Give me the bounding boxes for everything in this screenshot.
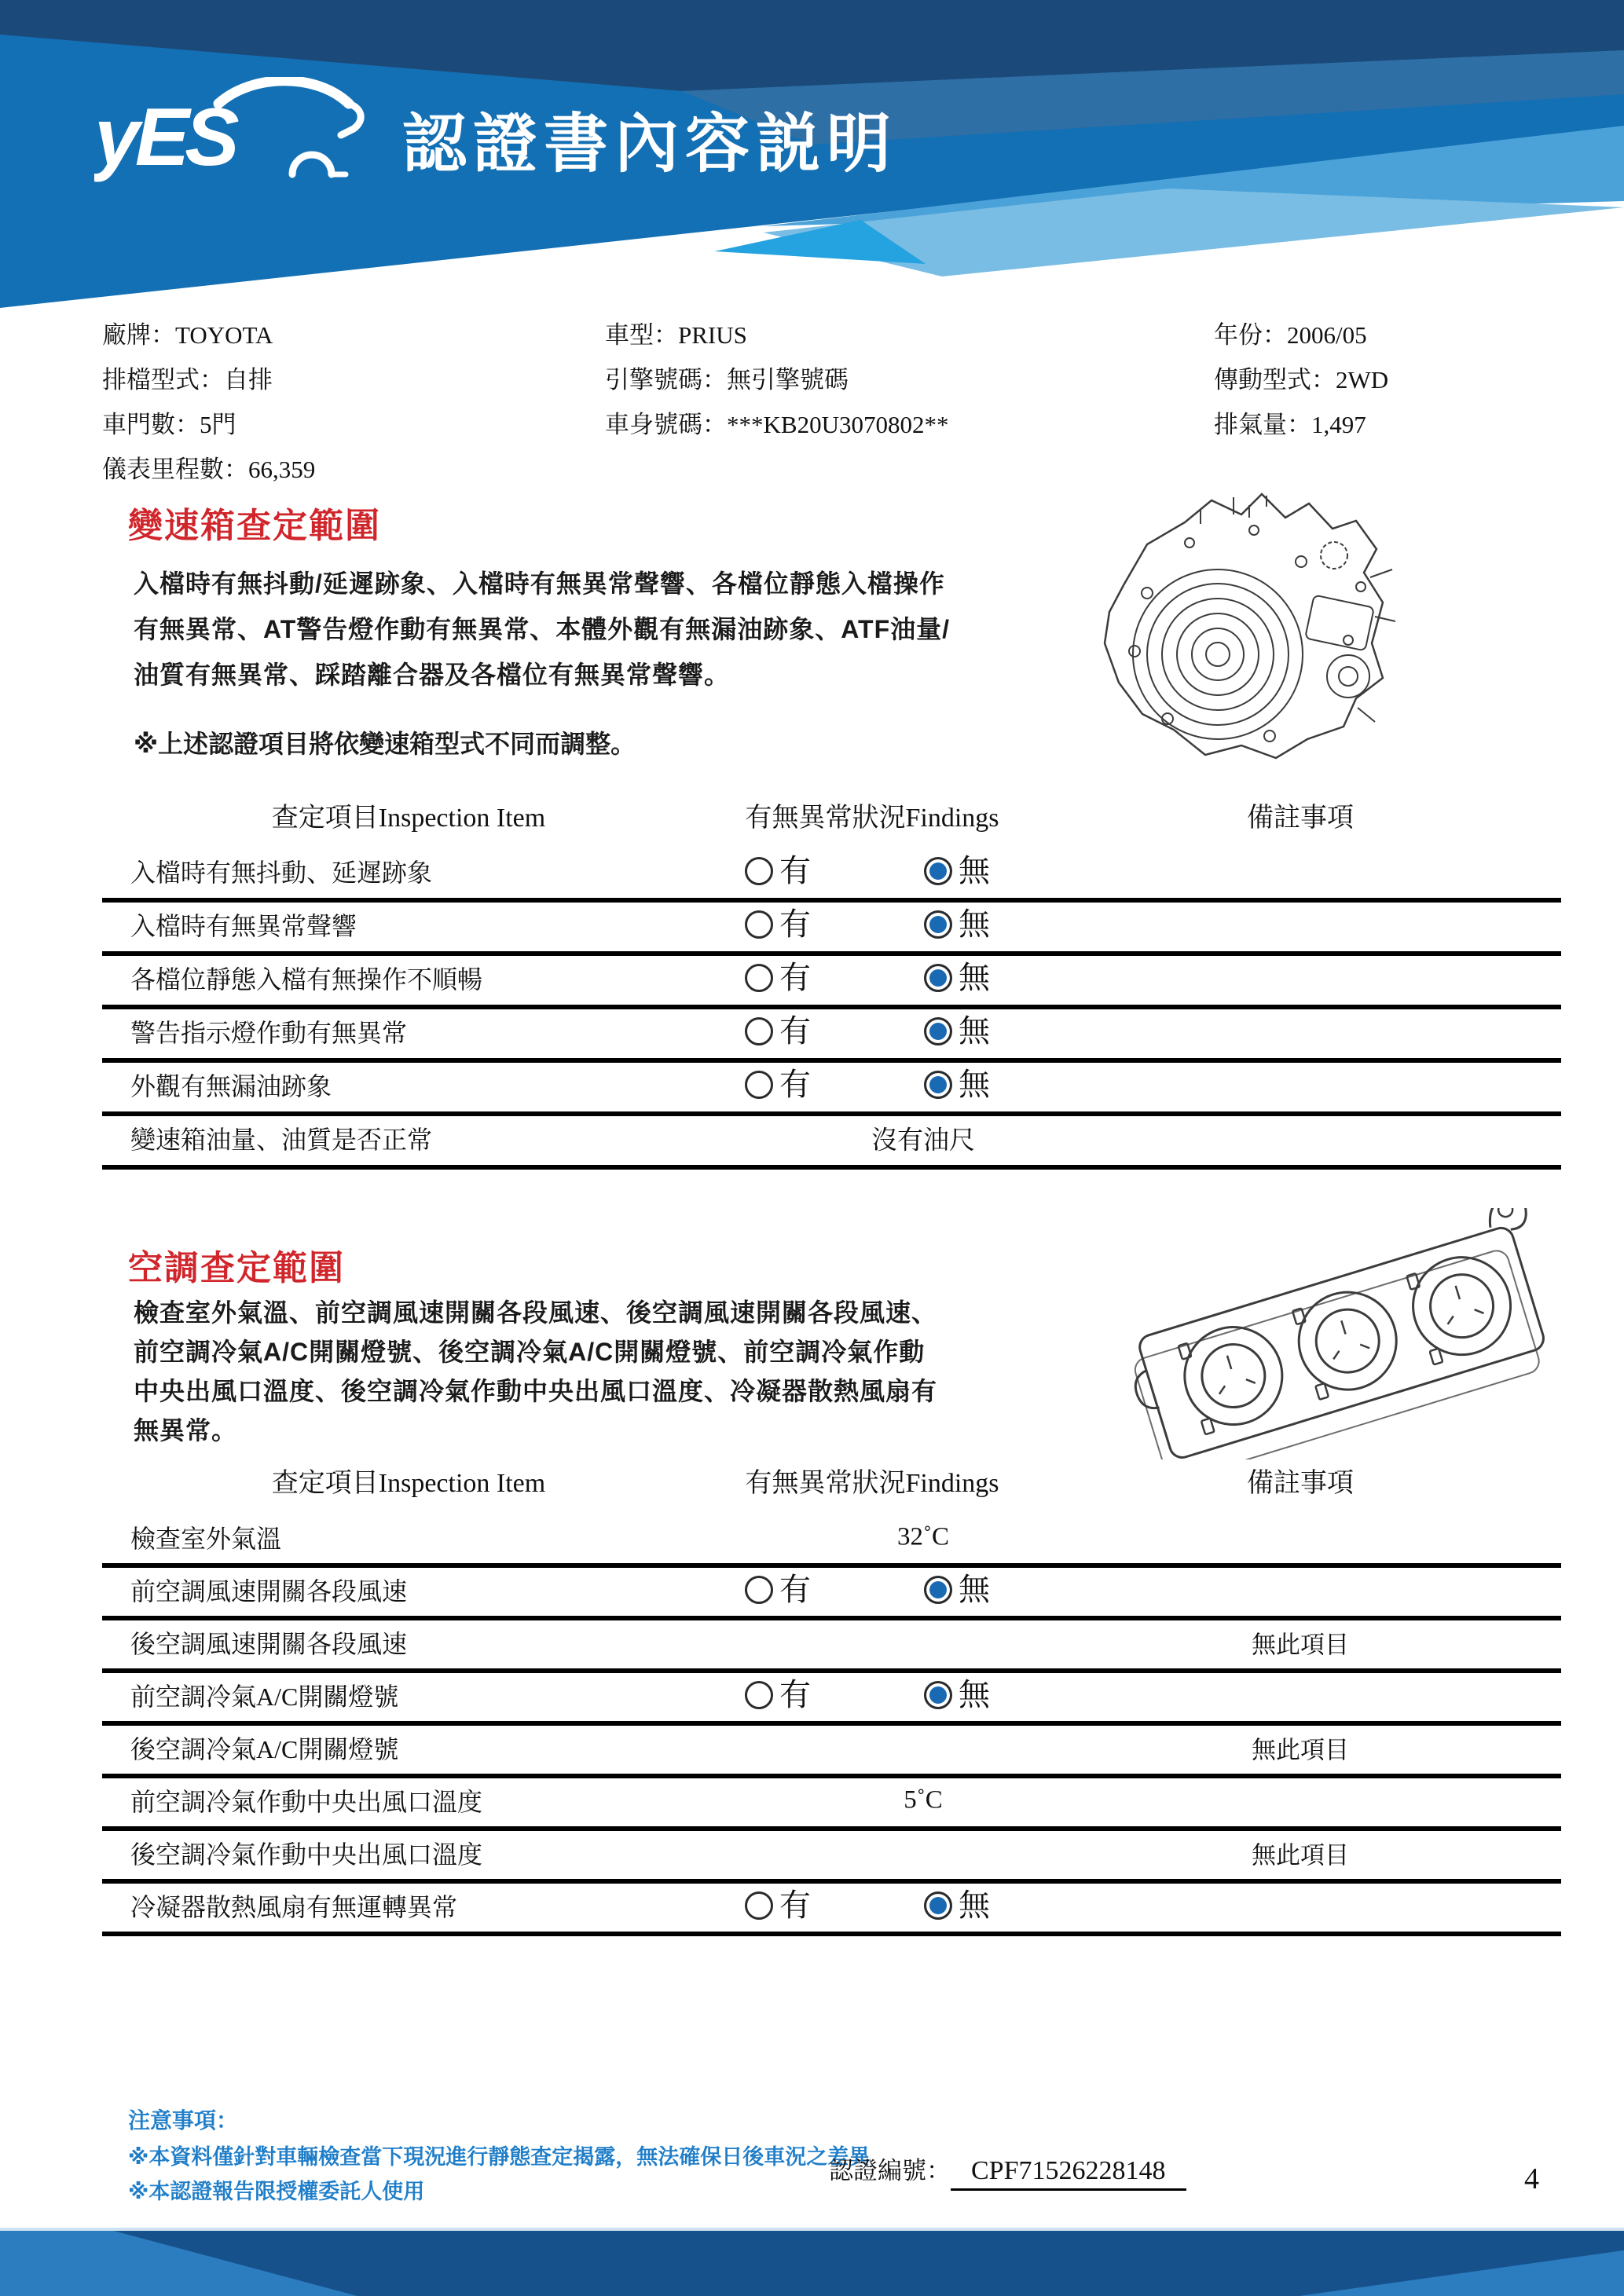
yes-car-logo-icon xyxy=(94,77,393,195)
radio-no-circle-icon[interactable] xyxy=(924,1071,952,1099)
radio-option-yes[interactable] xyxy=(745,906,811,942)
vehicle-vin: 車身號碼：***KB20U3070802** xyxy=(605,411,949,438)
table-row xyxy=(102,951,1561,1009)
radio-option-no[interactable] xyxy=(924,906,990,942)
radio-option-yes[interactable] xyxy=(745,855,811,887)
vehicle-drivetrain: 傳動型式：2WD xyxy=(1214,366,1389,394)
radio-yes-label: 有 xyxy=(779,906,811,942)
radio-no-label: 無 xyxy=(959,906,990,942)
table-row xyxy=(102,1826,1561,1884)
page-number: 4 xyxy=(1524,2162,1539,2195)
radio-option-yes[interactable] xyxy=(745,1013,811,1049)
vehicle-info-col1 xyxy=(102,313,315,492)
vehicle-engine-no: 引擎號碼：無引擎號碼 xyxy=(605,366,849,394)
page-title: 認證書內容説明 xyxy=(402,108,898,180)
vehicle-displacement: 排氣量：1,497 xyxy=(1214,411,1366,438)
table-row xyxy=(102,1879,1561,1936)
radio-no-circle-icon[interactable] xyxy=(924,1576,952,1604)
radio-no-circle-icon[interactable] xyxy=(924,1017,952,1045)
certificate-number-label: 認證編號： xyxy=(829,2157,951,2184)
column-header-findings: 有無異常狀況Findings xyxy=(745,1469,999,1498)
vehicle-info-col2 xyxy=(605,313,948,447)
ac-section-description xyxy=(134,1293,937,1450)
vehicle-doors: 車門數：5門 xyxy=(102,411,236,438)
transmission-table-header xyxy=(102,782,1561,844)
radio-option-yes[interactable] xyxy=(745,962,811,994)
transmission-section-description xyxy=(134,561,950,698)
radio-yes-circle-icon[interactable] xyxy=(745,1071,773,1099)
radio-no-label: 無 xyxy=(959,1067,990,1102)
radio-option-yes[interactable] xyxy=(745,1571,811,1607)
radio-yes-circle-icon[interactable] xyxy=(745,1891,773,1920)
radio-no-label: 無 xyxy=(959,1571,990,1607)
inspection-item-label: 後空調冷氣作動中央出風口溫度 xyxy=(130,1840,483,1869)
finding-value: 32˚C xyxy=(897,1522,949,1551)
ac-panel-illustration xyxy=(1108,1208,1587,1459)
inspection-item-label: 各檔位靜態入檔有無操作不順暢 xyxy=(130,965,483,994)
description-line: 有無異常、AT警告燈作動有無異常、本體外觀有無漏油跡象、ATF油量/ xyxy=(134,615,951,643)
radio-no-label: 無 xyxy=(959,1676,990,1712)
description-line: 油質有無異常、踩踏離合器及各檔位有無異常聲響。 xyxy=(134,661,731,689)
notice-line: ※本資料僅針對車輛檢查當下現況進行靜態查定揭露，無法確保日後車況之差異 xyxy=(128,2145,871,2169)
table-row xyxy=(102,1774,1561,1831)
radio-option-no[interactable] xyxy=(924,1571,990,1607)
certificate-number-row xyxy=(829,2151,1186,2186)
radio-yes-circle-icon[interactable] xyxy=(745,1017,773,1045)
page-header xyxy=(0,0,1624,314)
description-line: 無異常。 xyxy=(134,1416,238,1445)
radio-option-no[interactable] xyxy=(924,1676,990,1712)
notice-line: ※本認證報告限授權委託人使用 xyxy=(128,2180,425,2203)
column-header-inspection-item: 查定項目Inspection Item xyxy=(271,804,546,833)
radio-yes-circle-icon[interactable] xyxy=(745,1576,773,1604)
remark-value: 無此項目 xyxy=(1252,1736,1349,1763)
transmission-section-heading: 變速箱查定範圍 xyxy=(128,507,381,545)
inspection-item-label: 前空調風速開關各段風速 xyxy=(130,1576,408,1606)
radio-no-label: 無 xyxy=(959,960,990,995)
radio-yes-circle-icon[interactable] xyxy=(745,857,773,885)
column-header-remarks: 備註事項 xyxy=(1247,804,1354,833)
table-row xyxy=(102,1616,1561,1673)
radio-yes-circle-icon[interactable] xyxy=(745,1681,773,1709)
inspection-item-label: 入檔時有無異常聲響 xyxy=(130,912,357,940)
radio-option-yes[interactable] xyxy=(745,1069,811,1100)
transmission-illustration xyxy=(1069,483,1430,778)
column-header-remarks: 備註事項 xyxy=(1247,1469,1354,1498)
remark-value: 無此項目 xyxy=(1252,1631,1349,1658)
inspection-item-label: 前空調冷氣作動中央出風口溫度 xyxy=(130,1787,483,1816)
description-line: 入檔時有無抖動/延遲跡象、入檔時有無異常聲響、各檔位靜態入檔操作 xyxy=(134,569,945,598)
description-line: 檢查室外氣溫、前空調風速開關各段風速、後空調風速開關各段風速、 xyxy=(134,1298,938,1327)
transmission-section-note: ※上述認證項目將依變速箱型式不同而調整。 xyxy=(134,730,636,758)
radio-yes-label: 有 xyxy=(779,960,811,995)
radio-option-no[interactable] xyxy=(924,855,990,887)
table-row xyxy=(102,1111,1561,1170)
vehicle-year: 年份：2006/05 xyxy=(1214,321,1367,349)
radio-no-label: 無 xyxy=(959,1013,990,1049)
inspection-item-label: 後空調風速開關各段風速 xyxy=(130,1629,408,1658)
ac-section-heading: 空調查定範圍 xyxy=(128,1249,345,1287)
remark-value: 無此項目 xyxy=(1252,1841,1349,1869)
radio-option-no[interactable] xyxy=(924,962,990,994)
radio-yes-label: 有 xyxy=(779,1676,811,1712)
inspection-item-label: 警告指示燈作動有無異常 xyxy=(130,1019,408,1047)
vehicle-info-col3 xyxy=(1214,313,1388,447)
inspection-item-label: 檢查室外氣溫 xyxy=(130,1524,282,1553)
notice-title: 注意事項： xyxy=(128,2108,239,2133)
radio-yes-label: 有 xyxy=(779,1887,811,1923)
radio-yes-circle-icon[interactable] xyxy=(745,964,773,992)
table-row xyxy=(102,1005,1561,1063)
radio-no-circle-icon[interactable] xyxy=(924,857,952,885)
vehicle-model: 車型：PRIUS xyxy=(605,321,747,349)
table-row xyxy=(102,898,1561,956)
column-header-findings: 有無異常狀況Findings xyxy=(745,804,999,833)
bottom-band xyxy=(0,2231,1624,2296)
table-row xyxy=(102,1058,1561,1116)
radio-yes-label: 有 xyxy=(779,853,811,888)
inspection-item-label: 外觀有無漏油跡象 xyxy=(130,1072,332,1100)
radio-no-circle-icon[interactable] xyxy=(924,964,952,992)
radio-no-label: 無 xyxy=(959,1887,990,1923)
column-header-inspection-item: 查定項目Inspection Item xyxy=(271,1469,546,1498)
table-row xyxy=(102,1721,1561,1778)
radio-no-label: 無 xyxy=(959,853,990,888)
radio-yes-label: 有 xyxy=(779,1067,811,1102)
description-line: 中央出風口溫度、後空調冷氣作動中央出風口溫度、冷凝器散熱風扇有 xyxy=(134,1377,938,1405)
radio-no-circle-icon[interactable] xyxy=(924,1891,952,1920)
radio-option-no[interactable] xyxy=(924,1887,990,1923)
radio-option-no[interactable] xyxy=(924,1013,990,1049)
inspection-item-label: 前空調冷氣A/C開關燈號 xyxy=(130,1682,399,1711)
transmission-table xyxy=(102,782,1561,1168)
inspection-item-label: 入檔時有無抖動、延遲跡象 xyxy=(130,859,433,887)
table-row xyxy=(102,844,1561,903)
table-row xyxy=(102,1668,1561,1726)
logo-text: yES xyxy=(94,92,235,183)
description-line: 前空調冷氣A/C開關燈號、後空調冷氣A/C開關燈號、前空調冷氣作動 xyxy=(134,1338,926,1366)
radio-yes-label: 有 xyxy=(779,1571,811,1607)
radio-no-circle-icon[interactable] xyxy=(924,1681,952,1709)
vehicle-odometer: 儀表里程數：66,359 xyxy=(102,456,316,483)
finding-value: 沒有油尺 xyxy=(871,1126,975,1155)
radio-no-circle-icon[interactable] xyxy=(924,910,952,939)
certificate-number-value: CPF71526228148 xyxy=(951,2156,1186,2191)
ac-table xyxy=(102,1445,1561,1936)
table-row xyxy=(102,1563,1561,1620)
inspection-item-label: 冷凝器散熱風扇有無運轉異常 xyxy=(130,1892,458,1921)
radio-option-yes[interactable] xyxy=(745,1887,811,1923)
inspection-item-label: 後空調冷氣A/C開關燈號 xyxy=(130,1734,399,1763)
radio-option-no[interactable] xyxy=(924,1069,990,1100)
radio-yes-label: 有 xyxy=(779,1013,811,1049)
vehicle-brand: 廠牌：TOYOTA xyxy=(102,321,273,349)
radio-yes-circle-icon[interactable] xyxy=(745,910,773,939)
inspection-item-label: 變速箱油量、油質是否正常 xyxy=(130,1126,433,1154)
radio-option-yes[interactable] xyxy=(745,1676,811,1712)
finding-value: 5˚C xyxy=(904,1785,943,1814)
table-row xyxy=(102,1511,1561,1568)
ac-table-header xyxy=(102,1445,1561,1511)
vehicle-gearbox-type: 排檔型式：自排 xyxy=(102,366,273,394)
